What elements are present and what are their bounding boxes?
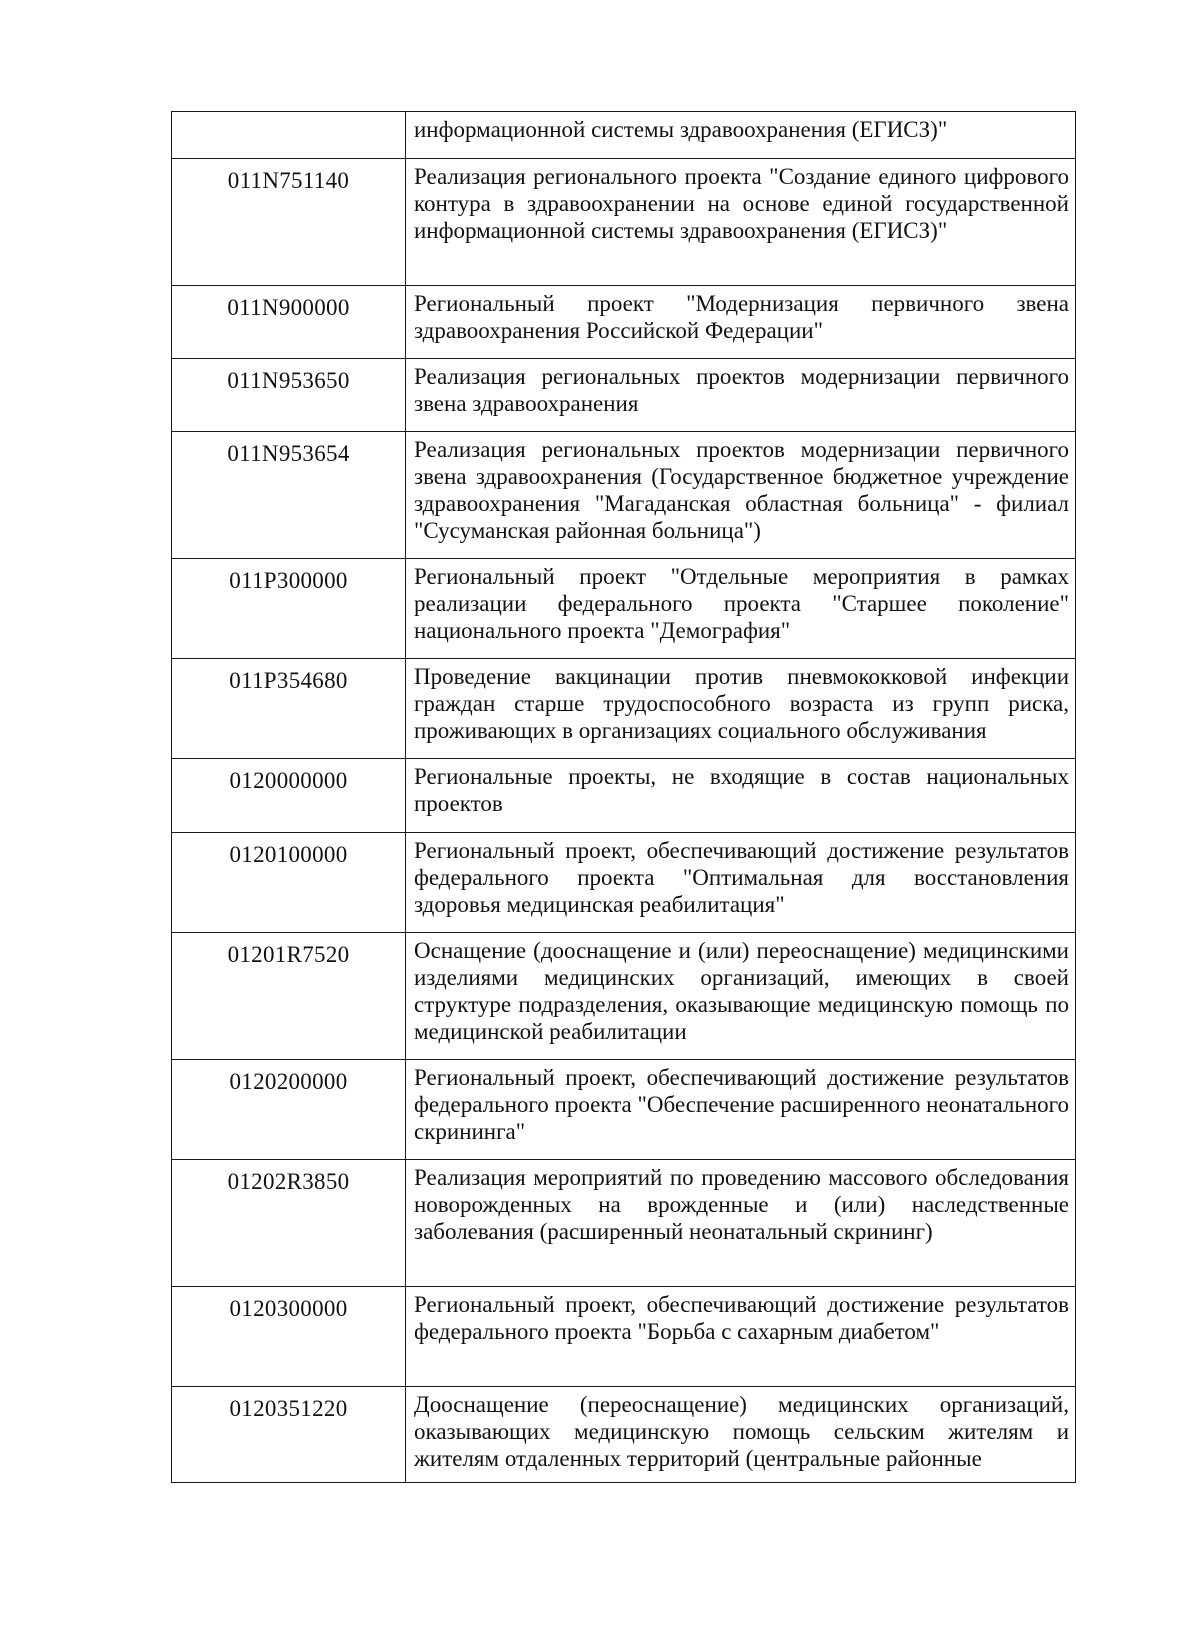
row-description: Реализация мероприятий по проведению массового обследования новорожденных на врожденные и (или) наследственные заболевания (расширенный неонатальный скрининг) [406,1160,1076,1287]
row-description: Проведение вакцинации против пневмококковой инфекции граждан старше трудоспособного возраста из групп риска, проживающих в организациях социального обслуживания [406,659,1076,759]
row-code: 0120300000 [172,1287,406,1387]
row-code: 011N751140 [172,159,406,286]
row-code: 01201R7520 [172,933,406,1060]
table-row [172,933,1076,1060]
row-description: Региональный проект, обеспечивающий достижение результатов федерального проекта "Борьба с сахарным диабетом" [406,1287,1076,1387]
table-row [172,1287,1076,1387]
table-row [172,286,1076,359]
row-description: Региональный проект "Модернизация первичного звена здравоохранения Российской Федерации" [406,286,1076,359]
row-description: Региональный проект, обеспечивающий достижение результатов федерального проекта "Оптимальная для восстановления здоровья медицинская реабилитация" [406,833,1076,933]
row-description: Дооснащение (переоснащение) медицинских организаций, оказывающих медицинскую помощь сельским жителям и жителям отдаленных территорий (центральные районные [406,1387,1076,1483]
table-row [172,833,1076,933]
row-code: 0120200000 [172,1060,406,1160]
table-row [172,1060,1076,1160]
row-code: 0120351220 [172,1387,406,1483]
row-description: Оснащение (дооснащение и (или) переоснащение) медицинскими изделиями медицинских организаций, имеющих в своей структуре подразделения, оказывающие медицинскую помощь по медицинской реабилитации [406,933,1076,1060]
row-description: Региональный проект "Отдельные мероприятия в рамках реализации федерального проекта "Старшее поколение" национального проекта "Демография" [406,559,1076,659]
row-description: Реализация региональных проектов модернизации первичного звена здравоохранения [406,359,1076,432]
row-code: 01202R3850 [172,1160,406,1287]
row-description: информационной системы здравоохранения (ЕГИСЗ)" [406,112,1076,159]
table-row [172,432,1076,559]
row-code [172,112,406,159]
row-code: 0120000000 [172,759,406,833]
row-code: 011N953650 [172,359,406,432]
table-row [172,112,1076,159]
row-description: Реализация регионального проекта "Создание единого цифрового контура в здравоохранении на основе единой государственной информационной системы здравоохранения (ЕГИСЗ)" [406,159,1076,286]
table-row [172,759,1076,833]
row-code: 011P354680 [172,659,406,759]
row-description: Региональный проект, обеспечивающий достижение результатов федерального проекта "Обеспечение расширенного неонатального скрининга" [406,1060,1076,1160]
table-row [172,1160,1076,1287]
row-code: 0120100000 [172,833,406,933]
row-code: 011N953654 [172,432,406,559]
table-row [172,159,1076,286]
row-description: Региональные проекты, не входящие в состав национальных проектов [406,759,1076,833]
document-page [171,111,1075,1483]
row-code: 011N900000 [172,286,406,359]
budget-classification-table [171,111,1076,1483]
row-code: 011P300000 [172,559,406,659]
table-row [172,1387,1076,1483]
table-row [172,359,1076,432]
table-row [172,559,1076,659]
row-description: Реализация региональных проектов модернизации первичного звена здравоохранения (Государственное бюджетное учреждение здравоохранения "Магаданская областная больница" - филиал "Сусуманская районная больница") [406,432,1076,559]
table-row [172,659,1076,759]
